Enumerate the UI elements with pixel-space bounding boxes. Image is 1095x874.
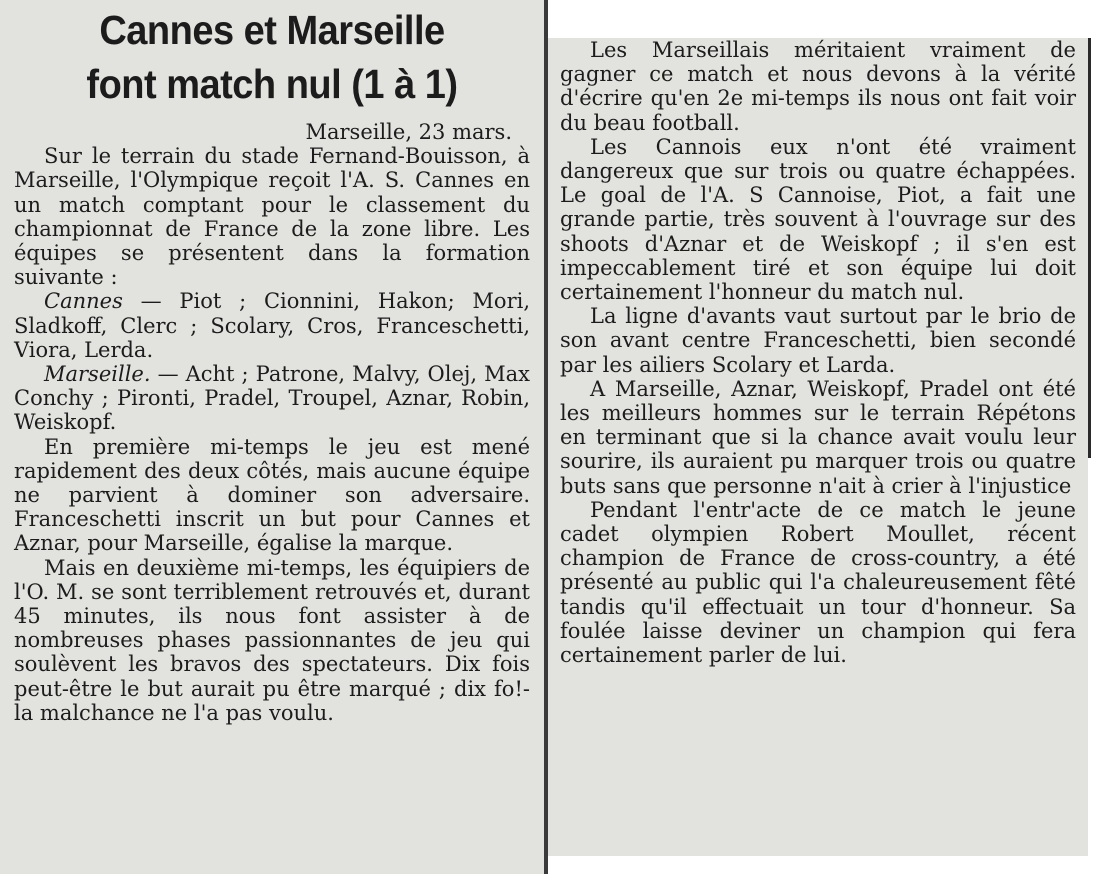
team-name-cannes: Cannes <box>44 289 123 314</box>
paragraph-forwards: La ligne d'avants vaut surtout par le brio de son avant centre Franceschetti, bien secondé par les ailiers Scolary et Larda. <box>560 304 1076 377</box>
headline-line-1: Cannes et Marseille <box>99 8 445 54</box>
article-right-column <box>548 38 1088 864</box>
right-edge-rule <box>1088 38 1091 458</box>
paragraph-cannes: Les Cannois eux n'ont été vraiment dangereux que sur trois ou quatre échappées. Le goal de l'A. S Cannoise, Piot, a fait une grande partie, très souvent à l'ouvrage sur des shoots d'Aznar et de Weiskopf ; il s'en est impeccablement tiré et son équipe lui doit certainement l'honneur du match nul. <box>560 134 1076 305</box>
team-name-marseille: Marseille. <box>44 362 151 387</box>
lineup-marseille <box>14 362 530 435</box>
article-left-column <box>0 0 544 874</box>
paragraph-marseille-best: A Marseille, Aznar, Weiskopf, Pradel ont été les meilleurs hommes sur le terrain Répétons en terminant que si la chance avait voulu leur sourire, ils auraient pu marquer trois ou quatre buts sans que personne n'ait à crier à l'injustice <box>560 376 1076 498</box>
lineup-marseille-players: — Acht ; Patrone, Malvy, Olej, Max Conchy ; Pironti, Pradel, Troupel, Aznar, Robin, Weiskopf. <box>14 362 530 435</box>
paragraph-second-half: Mais en deuxième mi-temps, les équipiers de l'O. M. se sont terriblement retrouvés et, durant 45 minutes, ils nous font assister à de nombreuses phases passionnantes de jeu qui soulèvent les bravos des spectateurs. Dix fois peut-être le but aurait pu être marqué ; dix fo!- la malchance ne l'a pas voulu. <box>14 555 530 725</box>
lineup-cannes <box>14 289 530 362</box>
paragraph-first-half: En première mi-temps le jeu est mené rapidement des deux côtés, mais aucune équipe ne parvient à dominer son adversaire. Franceschetti inscrit un but pour Cannes et Aznar, pour Marseille, égalise la marque. <box>14 434 530 556</box>
headline <box>14 4 530 112</box>
lineup-cannes-players: — Piot ; Cionnini, Hakon; Mori, Sladkoff, Clerc ; Scolary, Cros, Franceschetti, Viora, Lerda. <box>14 289 530 362</box>
headline-line-2: font match nul (1 à 1) <box>86 62 458 108</box>
paragraph-verdict: Les Marseillais méritaient vraiment de gagner ce match et nous devons à la vérité d'écrire qu'en 2e mi-temps ils nous ont fait voir du beau football. <box>560 38 1076 135</box>
dateline: Marseille, 23 mars. <box>305 120 512 144</box>
paragraph-intro: Sur le terrain du stade Fernand-Bouisson, à Marseille, l'Olympique reçoit l'A. S. Cannes en un match comptant pour le classement du championnat de France de la zone libre. Les équipes se présentent dans la formation suivante : <box>14 144 530 290</box>
paragraph-interval: Pendant l'entr'acte de ce match le jeune cadet olympien Robert Moullet, récent champion de France de cross-country, a été présenté au public qui l'a chaleureusement fêté tandis qu'il effectuait un tour d'honneur. Sa foulée laisse deviner un champion qui fera certainement parler de lui. <box>560 497 1076 668</box>
